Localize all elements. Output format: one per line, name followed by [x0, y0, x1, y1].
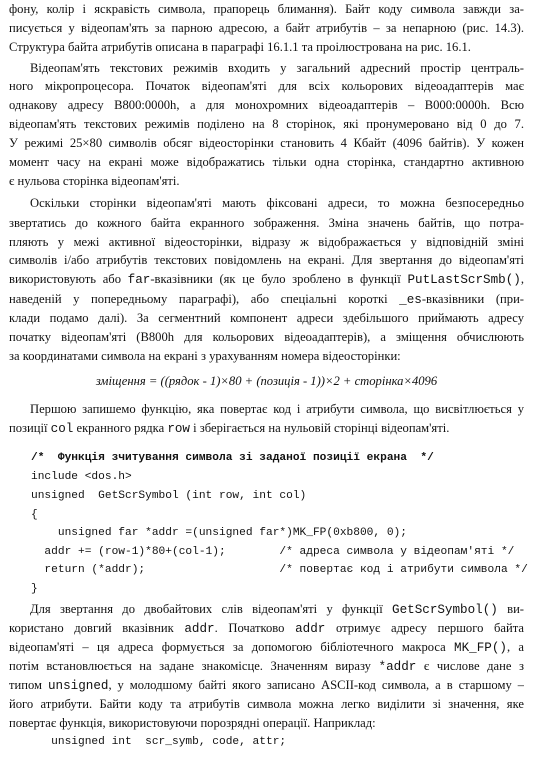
code-line: addr += (row-1)*80+(col-1); /* адреса символа у відеопам'яті */: [31, 546, 515, 558]
text-line: ного мікропроцесора. Початок відеопам'яті для всіх кольорових відеоадаптерів має: [9, 79, 524, 93]
text-line: момент часу на екрані може відображатись тільки одна сторінка, стандартно активною: [9, 155, 524, 169]
text-line: використовують або far-вказівники (як це було зроблено в функції PutLastScrSmb(),: [9, 272, 524, 286]
code-line: }: [31, 583, 38, 595]
text-line: У режимі 25×80 символів обсяг відеосторінки становить 4 Кбайт (4096 байтів). У кожен: [9, 136, 524, 150]
text-line: фону, колір і яскравість символа, прапорець блимання). Байт коду символа завжди за-: [9, 2, 524, 16]
text-line: Структура байта атрибутів описана в параграфі 16.1.1 та проілюстрована на рис. 16.1.: [9, 40, 471, 54]
text-line: його атрибути. Байти коду та атрибутів символа можна легко виділити зі значення, яке: [9, 697, 524, 711]
text-line: потім встановлюється на задане знакомісце. Значенням виразу *addr є числове дане з: [9, 659, 524, 673]
code-line: {: [31, 509, 38, 521]
text-line: наведеній у попередньому параграфі), або спеціальні короткі _es-вказівники (при-: [9, 292, 524, 306]
text-line: користано довгий вказівник addr. Початково addr отримує адресу першого байта: [9, 621, 524, 635]
text-line: відеопам'ять текстових режимів поділено на 8 сторінок, які пронумеровано від 0 до 7.: [9, 117, 524, 131]
offset-formula: зміщення = ((рядок - 1)×80 + (позиція - 1))×2 + сторінка×4096: [95, 374, 438, 388]
text-line: Оскільки сторінки відеопам'яті мають фіксовані адреси, то можна безпосередньо: [30, 196, 524, 210]
text-line: є нульова сторінка відеопам'яті.: [9, 174, 180, 188]
text-line: Відеопам'ять текстових режимів входить у загальний адресний простір централь-: [30, 61, 524, 75]
code-line: /* Функція зчитування символа зі заданої позиції екрана */: [31, 452, 434, 464]
text-line: писується у відеопам'ять за парною адресою, а байт атрибутів – за непарною (рис. 14.3).: [9, 21, 524, 35]
text-line: клади подамо далі). За сегментний компонент адреси здебільшого приймають адресу: [9, 311, 524, 325]
text-line: повертає функція, використовуючи порозрядні операції. Наприклад:: [9, 716, 376, 730]
code-line: unsigned far *addr =(unsigned far*)MK_FP(0xb800, 0);: [31, 527, 407, 539]
code-line: return (*addr); /* повертає код і атрибути символа */: [31, 564, 528, 576]
text-line: типом unsigned, у молодшому байті якого записано ASCII-код символа, а в старшому –: [9, 678, 524, 692]
code-line: include <dos.h>: [31, 471, 132, 483]
text-line: звертатись до кожного байта екранного зображення. Зміна значень байтів, що потра-: [9, 216, 524, 230]
text-line: початку відеопам'яті (B800h для кольорових відеоадаптерів), а зміщення обчислюють: [9, 330, 524, 344]
text-line: однакову адресу B800:0000h, а для монохромних відеоадаптерів – B000:0000h. Всю: [9, 98, 524, 112]
text-line: за координатами символа на екрані з урахуванням номера відеосторінки:: [9, 349, 401, 363]
code-line: unsigned int scr_symb, code, attr;: [31, 736, 287, 748]
text-line: символів і/або атрибутів текстових повідомлень на екрані. Для звертання до відеопам'яті: [9, 253, 524, 267]
text-line: Першою запишемо функцію, яка повертає код і атрибути символа, що висвітлюється у: [30, 402, 524, 416]
text-line: Для звертання до двобайтових слів відеопам'яті у функції GetScrSymbol() ви-: [30, 602, 524, 616]
text-line: відеопам'яті – ця адреса формується за допомогою бібліотечного макроса MK_FP(), а: [9, 640, 524, 654]
text-line: пляють у межі активної відеосторінки, відразу ж відображається у відповідній зміні: [9, 235, 524, 249]
code-line: unsigned GetScrSymbol (int row, int col): [31, 490, 307, 502]
text-line: позиції col екранного рядка row і зберігається на нульовій сторінці відеопам'яті.: [9, 421, 450, 435]
